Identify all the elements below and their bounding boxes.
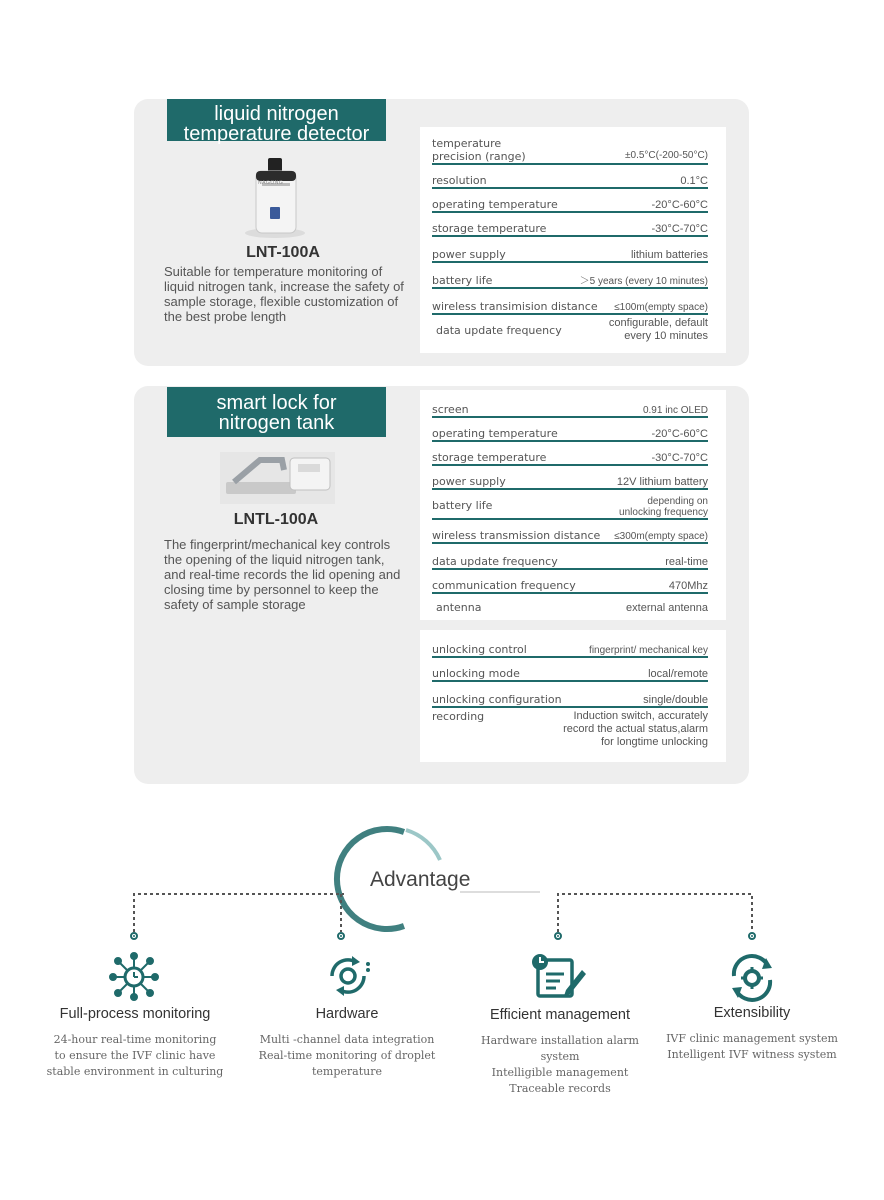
spec-value: 12V lithium battery (616, 476, 708, 488)
desc-line: Hardware installation alarm system (481, 1034, 639, 1063)
spec-value (619, 496, 708, 518)
desc-line: Real-time monitoring of droplet temperature (258, 1049, 436, 1078)
spec-row (432, 237, 708, 263)
connector-dot (337, 932, 345, 940)
spec-value: lithium batteries (630, 249, 708, 261)
spec-row (432, 710, 708, 754)
spec-row (432, 289, 708, 315)
desc-line: stable environment in culturing (46, 1065, 224, 1078)
clipboard-edit-icon (530, 952, 588, 1000)
advantage-item-title: Efficient management (490, 1007, 630, 1023)
spec-value: real-time (665, 556, 708, 568)
spec-value: -20°C-60°C (651, 428, 708, 440)
spec-value: -30°C-70°C (651, 223, 708, 235)
advantage-title: Advantage (370, 868, 471, 891)
spec-row (432, 213, 708, 237)
spec-row (432, 490, 708, 520)
desc-line: Intelligent IVF witness system (667, 1048, 837, 1061)
title-line: liquid nitrogen (214, 103, 339, 125)
product-description: The fingerprint/mechanical key controls the opening of the liquid nitrogen tank, and real-time records the lid opening and closing time by personnel to keep the safety of sample storage (164, 537, 401, 612)
title-line: smart lock for (216, 392, 337, 414)
spec-value-line: depending on (647, 496, 708, 507)
spec-row (432, 131, 708, 165)
connector-dot (130, 932, 138, 940)
spec-table (420, 127, 726, 353)
advantage-item-desc (460, 1033, 660, 1097)
spec-key-line: temperature (432, 137, 502, 150)
advantage-item (460, 1007, 660, 1097)
spec-key: unlocking configuration (432, 693, 562, 706)
spec-key: storage temperature (432, 222, 547, 235)
spec-value: -30°C-70°C (651, 452, 708, 464)
gear-cycle-icon (726, 952, 778, 1004)
spec-value-line: for longtime unlocking (600, 736, 708, 748)
spec-row (432, 189, 708, 213)
smart-lock-image (220, 452, 335, 504)
spec-value: -20°C-60°C (651, 199, 708, 211)
spec-key: unlocking control (432, 643, 527, 656)
spec-value-line: unlocking frequency (619, 507, 708, 518)
product-title-banner (167, 99, 386, 145)
spec-key: power supply (432, 248, 506, 261)
advantage-item-desc (40, 1032, 230, 1080)
advantage-item-desc (660, 1031, 844, 1063)
product-title-banner (167, 387, 386, 437)
spec-row (432, 682, 708, 708)
spec-key: communication frequency (432, 579, 576, 592)
spec-key: battery life (432, 499, 493, 512)
spec-key (432, 137, 526, 163)
advantage-item (660, 1005, 844, 1063)
spec-value: ≤300m(empty space) (614, 531, 708, 542)
temperature-detector-image (240, 155, 310, 240)
desc-line: Traceable records (509, 1082, 611, 1095)
spec-value-line: Induction switch, accurately (573, 710, 708, 722)
spec-row (432, 466, 708, 490)
model-name: LNTL-100A (233, 511, 319, 528)
spec-row (432, 418, 708, 442)
spec-row (432, 396, 708, 418)
spec-key: wireless transmission distance (432, 529, 601, 542)
spec-value: external antenna (626, 602, 708, 614)
spec-value: 470Mhz (668, 580, 708, 592)
title-line: temperature detector (183, 123, 370, 145)
spec-key: battery life (432, 274, 493, 287)
spec-value: 0.91 inc OLED (642, 405, 708, 416)
advantage-item (40, 1006, 230, 1080)
desc-line: Intelligible management (491, 1066, 629, 1079)
spec-key: operating temperature (432, 427, 558, 440)
spec-value: single/double (643, 694, 708, 706)
advantage-item-title: Extensibility (713, 1005, 791, 1021)
product-description: Suitable for temperature monitoring of liquid nitrogen tank, increase the safety of sample storage, flexible customization of the best probe length (164, 264, 404, 324)
connector-dot (554, 932, 562, 940)
spec-row (432, 263, 708, 289)
sync-gear-icon (322, 950, 374, 1002)
title-line: nitrogen tank (218, 412, 335, 434)
spec-row (432, 658, 708, 682)
advantage-item-title: Full-process monitoring (59, 1006, 211, 1022)
spec-key: antenna (436, 601, 482, 614)
spec-row (432, 520, 708, 544)
desc-line: to ensure the IVF clinic have (54, 1049, 216, 1062)
spec-key: screen (432, 403, 469, 416)
spec-key: resolution (432, 174, 487, 187)
spec-row (432, 442, 708, 466)
spec-value-line: every 10 minutes (624, 330, 708, 342)
spec-row (436, 594, 708, 614)
spec-table (420, 390, 726, 620)
spec-value: ±0.5°C(-200-50°C) (625, 150, 708, 161)
spec-key: wireless transimision distance (432, 300, 598, 313)
spec-value: ＞5 years (every 10 minutes) (579, 276, 708, 287)
spec-value: 0.1°C (680, 175, 708, 187)
spec-row (432, 634, 708, 658)
spec-value-line: configurable, default (608, 317, 708, 329)
spec-row (432, 570, 708, 594)
spec-value-line: record the actual status,alarm (563, 723, 708, 735)
desc-line: 24-hour real-time monitoring (53, 1033, 217, 1046)
spec-value: local/remote (648, 668, 708, 680)
spec-value: ≤100m(empty space) (614, 302, 708, 313)
connector-dot (748, 932, 756, 940)
spec-table-unlocking (420, 630, 726, 762)
advantage-item-title: Hardware (315, 1006, 379, 1022)
spec-row (436, 315, 708, 345)
spec-value (609, 317, 708, 343)
spec-key: unlocking mode (432, 667, 520, 680)
spec-key: data update frequency (432, 555, 558, 568)
advantage-item (227, 1006, 467, 1080)
advantage-item-desc (227, 1032, 467, 1080)
spec-key: data update frequency (436, 323, 562, 337)
device-brand: NAGONG (258, 180, 284, 186)
spec-key: recording (432, 710, 485, 723)
spec-row (432, 544, 708, 570)
spec-key: power supply (432, 475, 506, 488)
model-name: LNT-100A (246, 244, 320, 261)
spec-row (432, 165, 708, 189)
desc-line: Multi -channel data integration (259, 1033, 435, 1046)
desc-line: IVF clinic management system (666, 1032, 838, 1045)
spec-key: operating temperature (432, 198, 558, 211)
spec-key: storage temperature (432, 451, 547, 464)
network-clock-icon (108, 951, 160, 1001)
spec-key-line: precision (range) (432, 150, 526, 163)
spec-value (563, 710, 708, 749)
spec-value: fingerprint/ mechanical key (589, 645, 708, 656)
